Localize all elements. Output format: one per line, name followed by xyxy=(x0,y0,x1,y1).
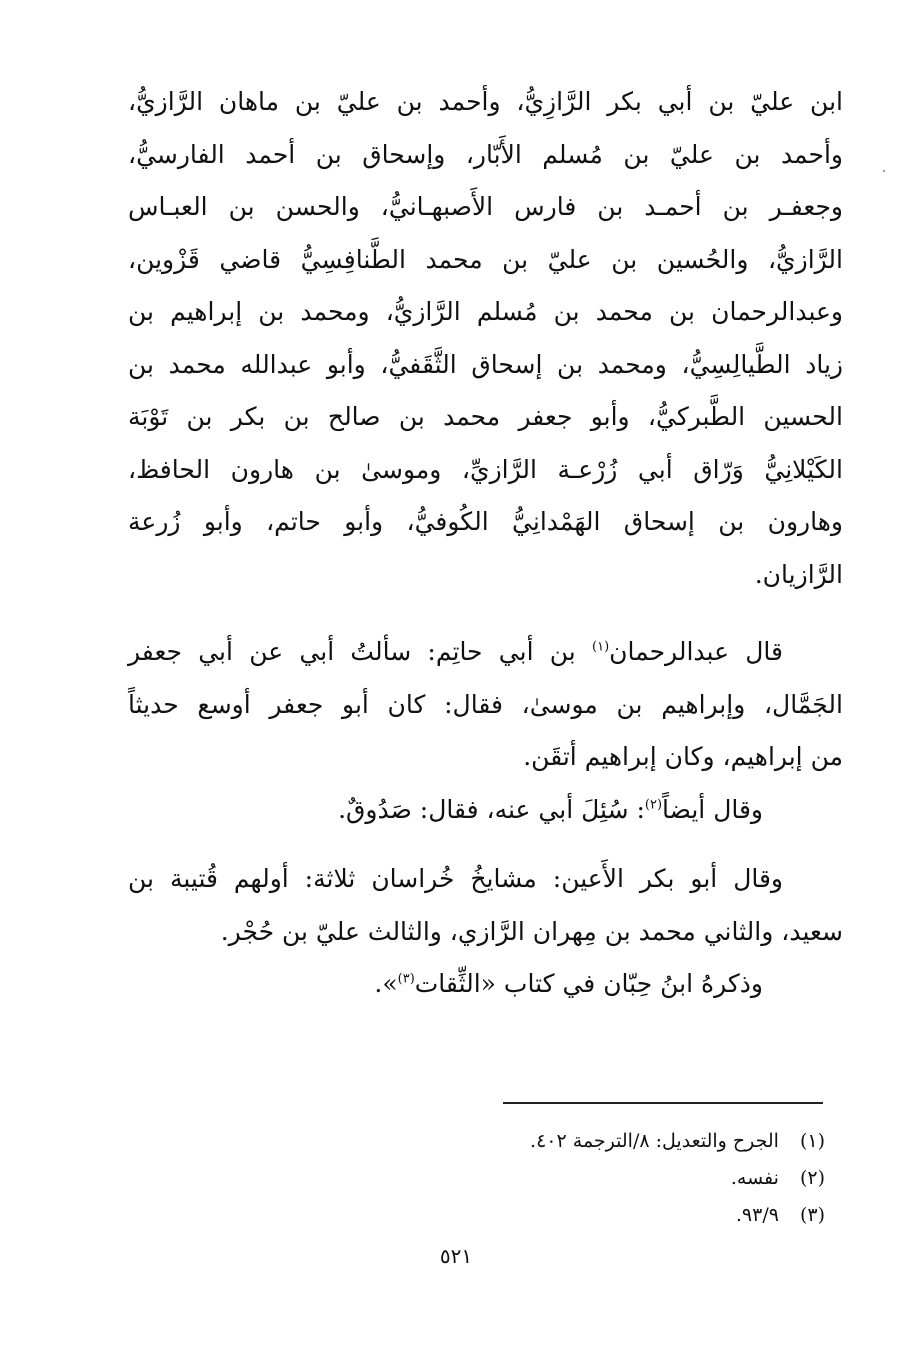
text-line xyxy=(128,626,843,679)
footnote-1 xyxy=(480,1123,825,1160)
page-number: ٥٢١ xyxy=(439,1244,473,1268)
paragraph-abu-bakr-quote xyxy=(128,853,843,1011)
paragraph-narrators-list xyxy=(128,76,843,601)
footnote-divider xyxy=(503,1102,823,1104)
text-line: الرَّازيُّ، والحُسين بن عليّ بن محمد الطَّنافِسِيُّ قاضي قَزْوين، xyxy=(128,244,843,274)
footnote-ref-1: (١) xyxy=(592,639,610,655)
text-line: ابن عليّ بن أبي بكر الرَّازِيُّ، وأحمد بن عليّ بن ماهان الرَّازيُّ، xyxy=(128,87,843,116)
footnote-text: ٩٣/٩. xyxy=(735,1204,779,1226)
footnote-number: (١) xyxy=(799,1130,825,1152)
scan-speck xyxy=(883,170,885,172)
text-line: الرَّازيان. xyxy=(754,559,843,589)
footnote-number: (٢) xyxy=(799,1167,825,1189)
text-line: وأحمد بن عليّ بن مُسلم الأَبّار، وإسحاق بن أحمد الفارسيُّ، xyxy=(128,139,843,169)
text-segment: قال عبدالرحمان xyxy=(609,637,783,666)
text-line: وجعفـر بن أحمـد بن فارس الأَصبهـانيُّ، والحسن بن العبـاس xyxy=(128,192,843,221)
text-segment: وقال أيضاً xyxy=(662,794,763,824)
text-line xyxy=(128,784,843,837)
footnote-text: نفسه. xyxy=(730,1167,779,1189)
footnote-3 xyxy=(480,1197,825,1234)
text-line: وقال أبو بكر الأَعين: مشايخُ خُراسان ثلاثة: أولهم قُتيبة بن xyxy=(128,864,783,893)
text-segment: : سُئِلَ أبي عنه، فقال: صَدُوقٌ. xyxy=(338,794,645,824)
text-line: وهارون بن إسحاق الهَمْدانِيُّ الكُوفيُّ، وأبو حاتم، وأبو زُرعة xyxy=(128,507,843,536)
text-line: الجَمَّال، وإبراهيم بن موسىٰ، فقال: كان أبو جعفر أوسع حديثاً xyxy=(128,689,843,719)
text-segment: بن أبي حاتِم: سألتُ أبي عن أبي جعفر xyxy=(128,637,593,666)
text-line: سعيد، والثاني محمد بن مِهران الرَّازي، والثالث عليّ بن حُجْر. xyxy=(220,916,843,946)
footnote-ref-3: (٣) xyxy=(397,971,415,987)
text-line: من إبراهيم، وكان إبراهيم أتقَن. xyxy=(523,742,843,771)
footnote-number: (٣) xyxy=(799,1204,825,1226)
paragraph-abdulrahman-quote xyxy=(128,626,843,836)
text-segment: وذكرهُ ابنُ حِبّان في كتاب «الثِّقات xyxy=(414,969,763,998)
text-line: الكَيْلانِيُّ وَرّاق أبي زُرْعـة الرَّازيِّ، وموسىٰ بن هارون الحافظ، xyxy=(128,454,843,484)
footnotes xyxy=(480,1123,825,1234)
footnote-2 xyxy=(480,1160,825,1197)
text-line: وعبدالرحمان بن محمد بن مُسلم الرَّازيُّ، ومحمد بن إبراهيم بن xyxy=(128,297,843,326)
text-line xyxy=(128,958,843,1011)
text-line: الحسين الطَّبركيُّ، وأبو جعفر محمد بن صالح بن بكر بن تَوْبَة xyxy=(128,402,843,431)
footnote-ref-2: (٢) xyxy=(644,797,663,813)
text-line: زياد الطَّيالِسِيُّ، ومحمد بن إسحاق الثَّقَفيُّ، وأبو عبدالله محمد بن xyxy=(128,349,843,379)
footnote-text: الجرح والتعديل: ٨/الترجمة ٤٠٢. xyxy=(530,1130,779,1152)
text-segment: ». xyxy=(374,969,398,998)
